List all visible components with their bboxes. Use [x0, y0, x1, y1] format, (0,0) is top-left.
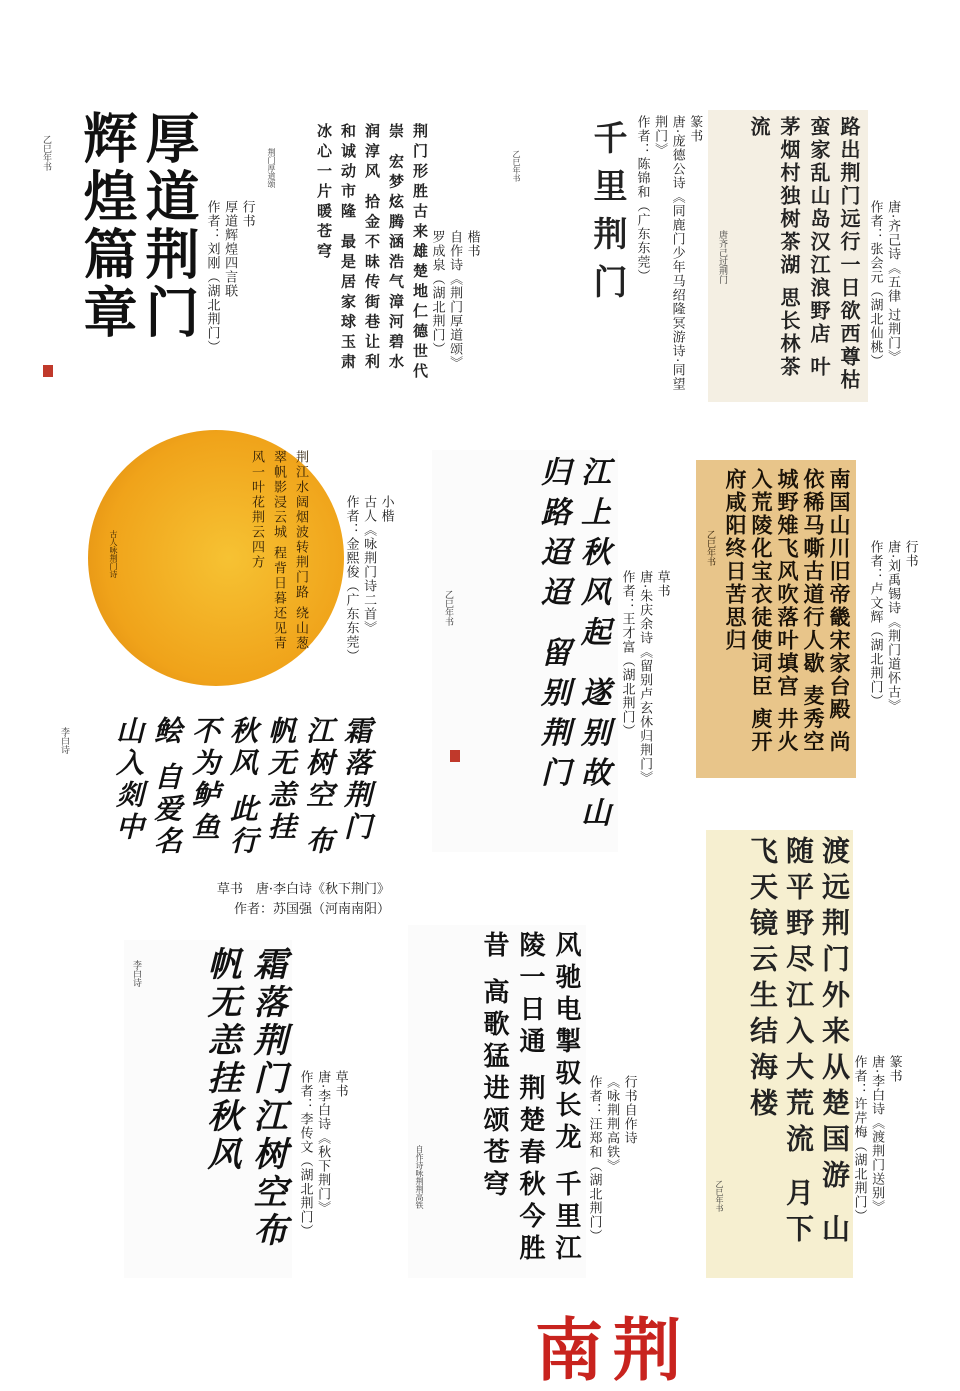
artwork-11-main-text: 渡远荆门外来从楚国游 山随平野尽江入大荒流 月下飞天镜云生结海楼	[746, 836, 851, 1250]
caption-8	[175, 880, 390, 920]
artwork-1	[40, 105, 212, 395]
artwork-9-main-text: 霜落荆门江树空布帆无恙挂秋风	[201, 946, 287, 1250]
caption-2-author: 罗成泉（湖北荆门）	[429, 230, 445, 356]
artwork-8	[50, 712, 380, 872]
artwork-5	[88, 430, 344, 686]
caption-7-style: 行书	[902, 540, 918, 568]
artwork-6-inscription: 乙巳年书	[443, 590, 453, 626]
caption-8-style: 草书	[216, 882, 243, 897]
caption-3-title: 唐·庞德公诗《同鹿门少年马绍隆冥游诗·同望荆门》	[652, 115, 685, 392]
caption-4-title: 唐·齐己诗《五律 过荆门》	[885, 200, 901, 365]
caption-5-style: 小楷	[378, 495, 394, 523]
caption-10	[585, 1075, 638, 1275]
caption-6-author: 作者：王才富（湖北荆门）	[619, 570, 635, 738]
caption-2	[428, 230, 481, 410]
caption-3-style: 篆书	[687, 115, 703, 143]
artwork-10-inscription: 自作诗咏荆荆高铁	[415, 1145, 424, 1209]
caption-4-author: 作者：张会元（湖北仙桃）	[867, 200, 883, 368]
artwork-5-inscription: 古人咏荆门诗	[109, 530, 118, 578]
caption-9-style: 草书	[332, 1070, 348, 1098]
caption-6-title: 唐·朱庆余诗《留别卢玄休归荆门》	[637, 570, 653, 786]
caption-8-line-1	[175, 880, 390, 900]
artwork-5-main-text: 荆江水阔烟波转荆门路 绕山葱翠帆影浸云城 程背日暮还见青 风一叶花荆云四方	[249, 450, 308, 652]
caption-11-style: 篆书	[886, 1055, 902, 1083]
caption-2-title: 自作诗《荆门厚道颂》	[447, 230, 463, 370]
artwork-4-inscription: 唐齐己过荆门	[717, 230, 727, 284]
caption-11-title: 唐·李白诗《渡荆门送别》	[869, 1055, 885, 1215]
artwork-7-main-text: 南国山川旧帝畿宋家台殿 尚依稀马嘶古道行人歇 麦秀空城野雉飞风吹落叶填宫 井火入荒陵化宝衣徒使词臣 庾开府咸阳终日苦思归	[723, 468, 852, 754]
caption-10-style: 行书自作诗	[621, 1075, 637, 1145]
caption-9-title: 唐·李白诗《秋下荆门》	[315, 1070, 331, 1216]
artwork-8-main-text: 霜落荆门江树空 布帆无恙挂秋风 此行不为鲈鱼鲙 自爱名山入剡中	[112, 716, 373, 858]
caption-1-style: 行书	[239, 200, 255, 228]
caption-11	[850, 1055, 903, 1280]
caption-2-style: 楷书	[464, 230, 480, 258]
caption-9-author: 作者：李传文（湖北荆门）	[297, 1070, 313, 1238]
artwork-2-main-text: 荆门形胜古来雄楚地仁德世代崇 宏梦炫腾涵浩气漳河碧水润淳风 拾金不昧传街巷让利和诚动市隆 最是居家球玉肃冰心一片暖苍穹	[315, 123, 429, 383]
caption-4	[866, 200, 901, 410]
artwork-4	[708, 110, 868, 402]
artwork-1-inscription: 乙巳年书	[41, 135, 51, 171]
artwork-11-inscription: 乙巳年书	[715, 1180, 724, 1212]
seal-stamp	[43, 365, 53, 377]
artwork-2	[262, 118, 432, 386]
artwork-3-main-text: 千里荆门	[587, 120, 627, 312]
caption-6	[618, 570, 671, 850]
caption-1	[203, 200, 256, 400]
caption-7-title: 唐·刘禹锡诗《荆门道怀古》	[885, 540, 901, 714]
caption-8-author: 作者：苏国强（河南南阳）	[233, 902, 390, 917]
artwork-9	[124, 940, 292, 1278]
caption-7	[866, 540, 919, 780]
caption-5-title: 古人《咏荆门诗二首》	[361, 495, 377, 635]
caption-7-author: 作者：卢文辉（湖北荆门）	[867, 540, 883, 708]
caption-5	[342, 495, 395, 695]
artwork-10-main-text: 风驰电掣驭长龙 千里江陵一日通 荆楚春秋今胜昔 高歌猛进颂苍穹	[479, 931, 581, 1267]
artwork-6-main-text: 江上秋风起 遂别故山 归路迢迢 留别荆门	[535, 456, 610, 837]
artwork-8-inscription: 李白诗	[59, 727, 69, 754]
footer-red-mark: 南荆	[535, 1312, 692, 1391]
caption-8-title: 唐·李白诗《秋下荆门》	[255, 882, 390, 897]
caption-9	[296, 1070, 349, 1280]
artwork-2-inscription: 荆门厚道颂	[267, 148, 276, 188]
artwork-9-inscription: 李白诗	[131, 960, 141, 987]
artwork-11	[706, 830, 853, 1278]
artwork-3-inscription: 乙巳年书	[512, 150, 521, 182]
caption-10-title: 《咏荆荆高铁》	[604, 1075, 620, 1173]
caption-3-author: 作者：陈锦和（广东东莞）	[634, 115, 650, 283]
caption-1-title: 厚道辉煌四言联	[222, 200, 238, 298]
caption-1-author: 作者：刘刚（湖北荆门）	[204, 200, 220, 354]
artwork-7	[696, 460, 856, 778]
caption-6-style: 草书	[654, 570, 670, 598]
artwork-4-main-text: 路出荆门远行一日欲西尊枯 蛮家乱山岛汉江浪野店 叶茅烟村独树茶湖 思长林茶流	[747, 116, 861, 392]
caption-5-author: 作者：金熙俊（广东东莞）	[343, 495, 359, 663]
artwork-6	[432, 450, 618, 852]
caption-11-author: 作者：许芹梅（湖北荆门）	[851, 1055, 867, 1223]
artwork-3	[505, 110, 633, 410]
artwork-7-inscription: 乙巳年书	[705, 530, 715, 566]
seal-stamp	[450, 750, 460, 762]
artwork-1-main-text: 厚道荆门 辉煌篇章	[75, 110, 201, 342]
artwork-10	[408, 925, 586, 1278]
caption-10-author: 作者：汪郑和（湖北荆门）	[586, 1075, 602, 1243]
caption-3	[633, 115, 703, 395]
